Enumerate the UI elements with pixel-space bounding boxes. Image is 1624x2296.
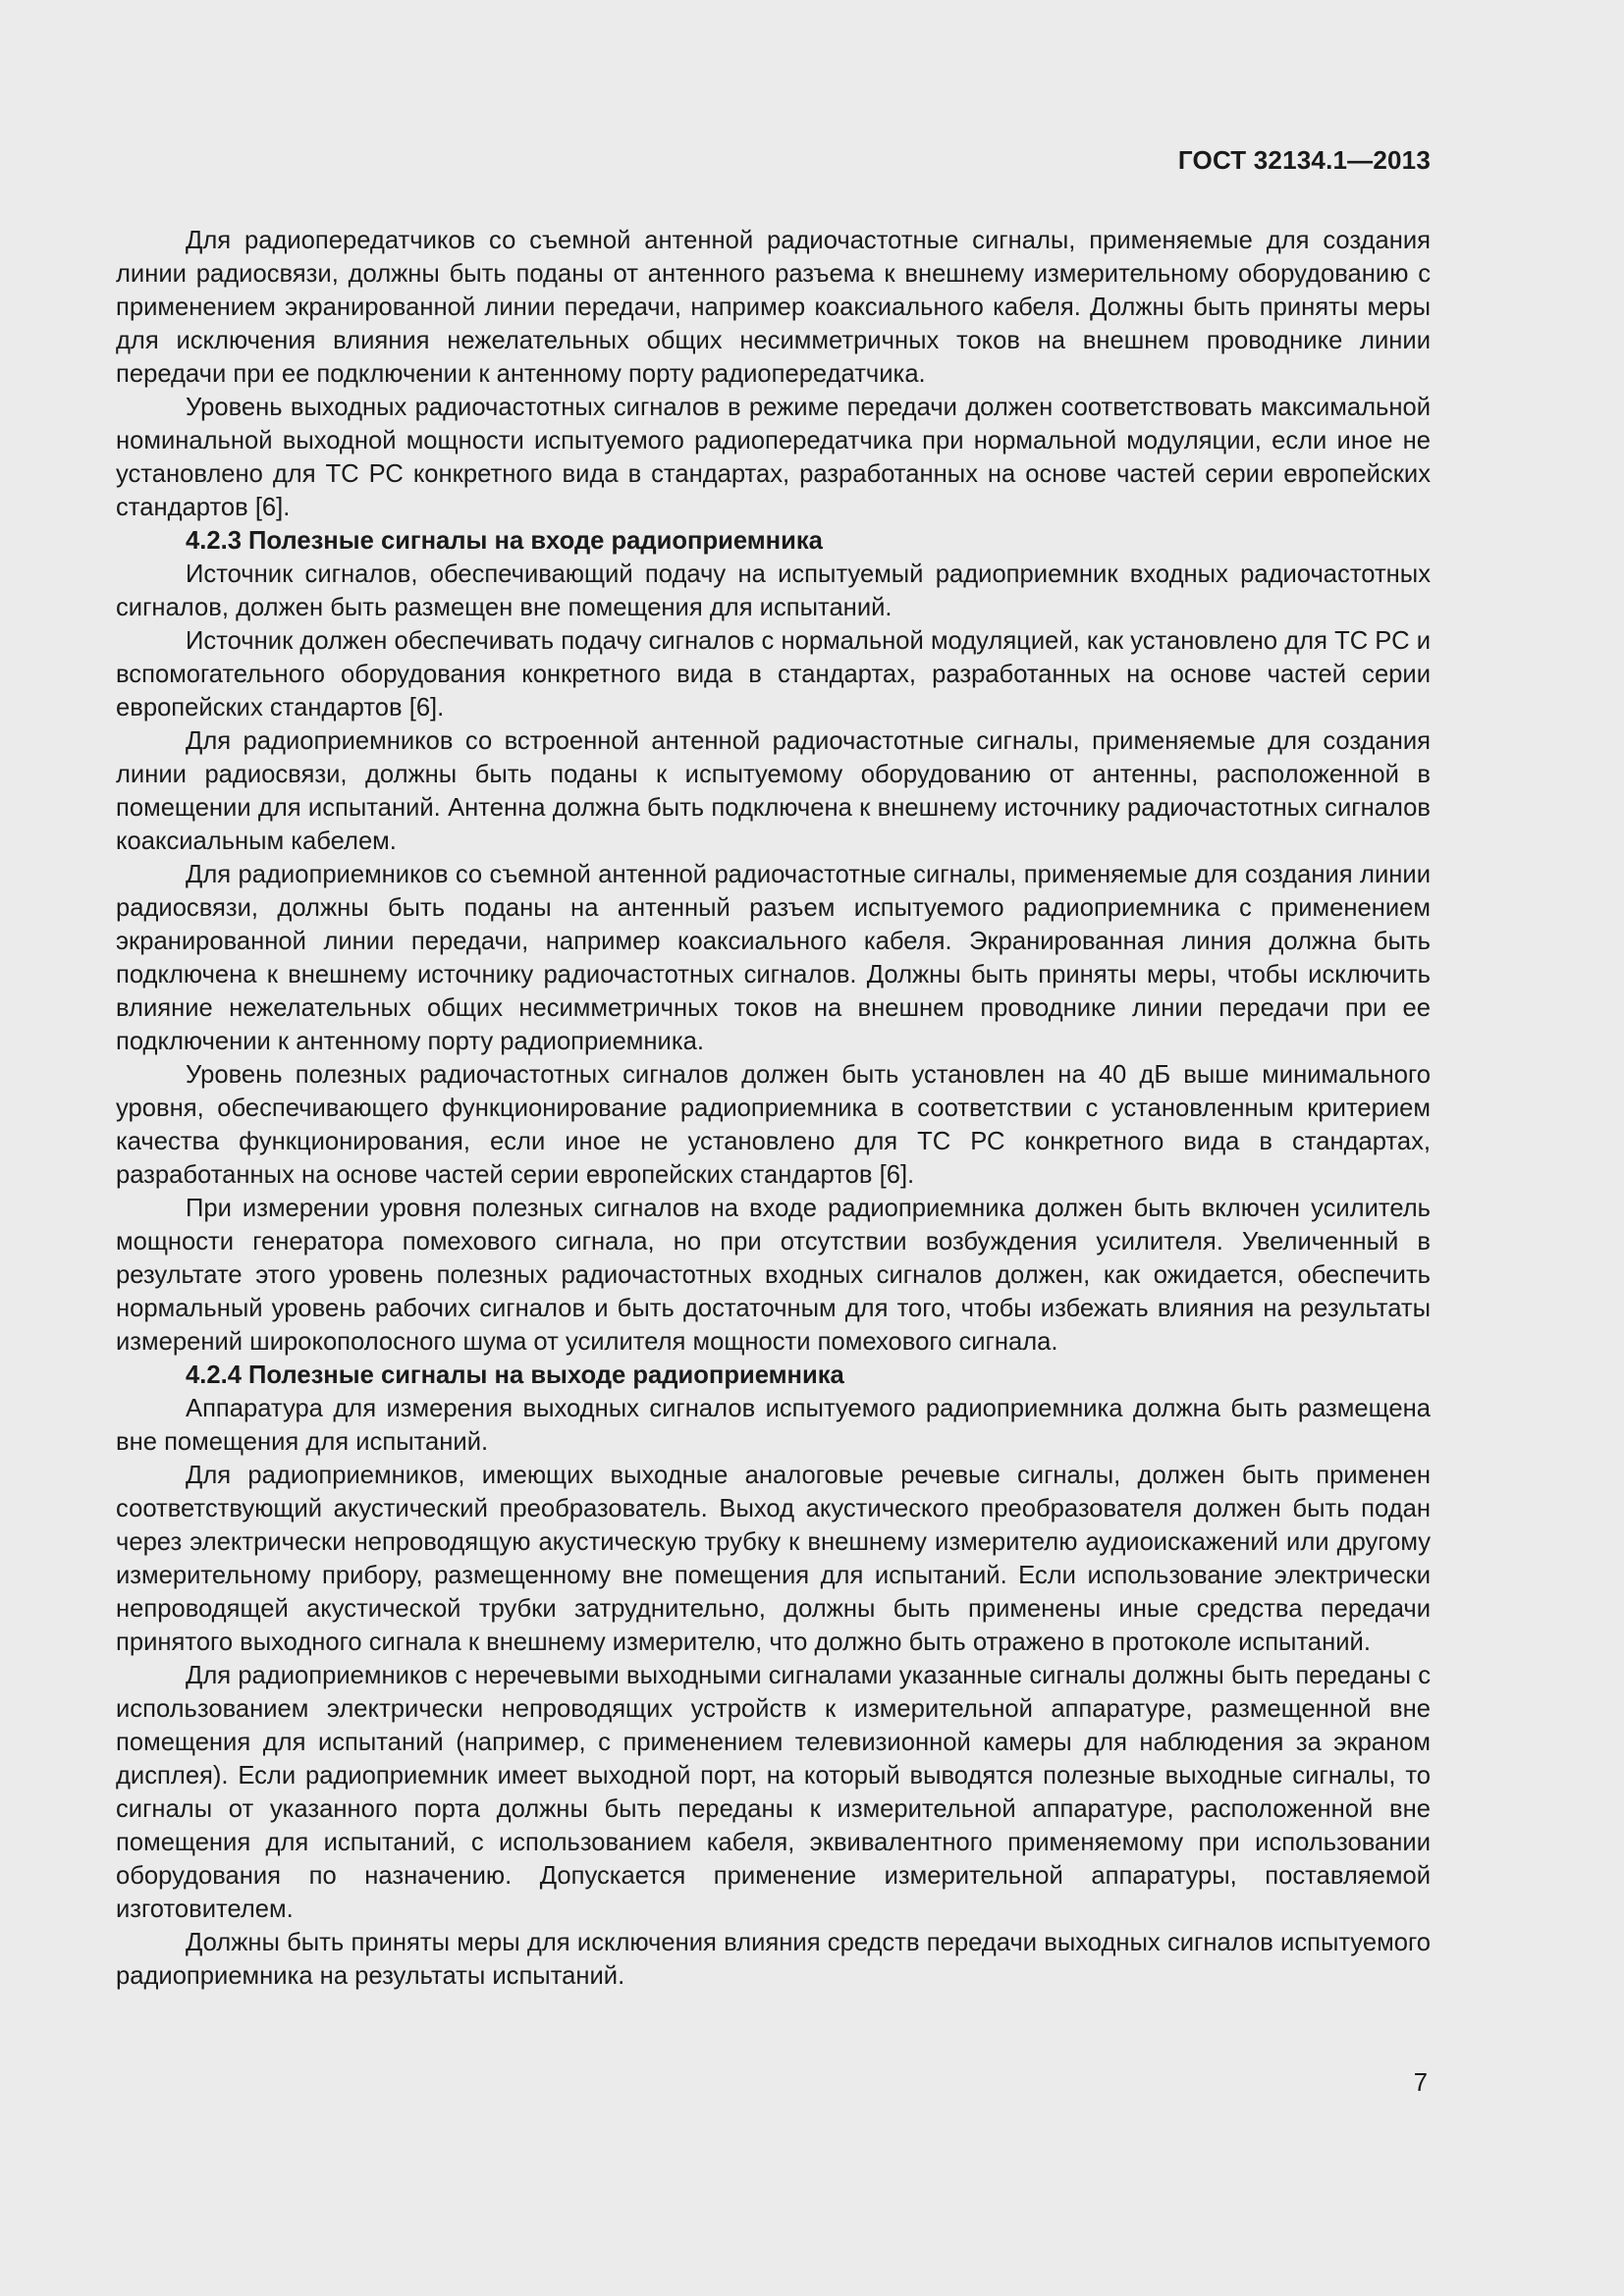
paragraph: Источник должен обеспечивать подачу сигналов с нормальной модуляцией, как установлено для ТС РС и вспомогательного оборудования конкретного вида в стандартах, разработанных на основе частей серии европейских стандартов [6]. [116, 627, 1431, 721]
paragraph: Источник сигналов, обеспечивающий подачу на испытуемый радиоприемник входных радиочастотных сигналов, должен быть размещен вне помещения для испытаний. [116, 561, 1431, 621]
paragraph: Уровень выходных радиочастотных сигналов в режиме передачи должен соответствовать максимальной номинальной выходной мощности испытуемого радиопередатчика при нормальной модуляции, если иное не установлено для ТС РС конкретного вида в стандартах, разработанных на основе частей серии европейских стандартов [6]. [116, 394, 1431, 521]
section-heading-4-2-4: 4.2.4 Полезные сигналы на выходе радиоприемника [186, 1362, 844, 1389]
section-heading-4-2-3: 4.2.3 Полезные сигналы на входе радиоприемника [186, 527, 823, 555]
paragraph: Должны быть приняты меры для исключения влияния средств передачи выходных сигналов испытуемого радиоприемника на результаты испытаний. [116, 1929, 1431, 1990]
paragraph: Для радиоприемников, имеющих выходные аналоговые речевые сигналы, должен быть применен соответствующий акустический преобразователь. Выход акустического преобразователя должен быть подан через электрически непроводящую акустическую трубку к внешнему измерителю аудиоискажений или другому измерительному прибору, размещенному вне помещения для испытаний. Если использование электрически непроводящей акустической трубки затруднительно, должны быть применены иные средства передачи принятого выходного сигнала к внешнему измерителю, что должно быть отражено в протоколе испытаний. [116, 1462, 1431, 1656]
paragraph: Для радиоприемников с неречевыми выходными сигналами указанные сигналы должны быть переданы с использованием электрически непроводящих устройств к измерительной аппаратуре, размещенной вне помещения для испытаний (например, с применением телевизионной камеры для наблюдения за экраном дисплея). Если радиоприемник имеет выходной порт, на который выводятся полезные выходные сигналы, то сигналы от указанного порта должны быть переданы к измерительной аппаратуре, расположенной вне помещения для испытаний, с использованием кабеля, эквивалентного применяемому при использовании оборудования по назначению. Допускается применение измерительной аппаратуры, поставляемой изготовителем. [116, 1662, 1431, 1923]
paragraph: Уровень полезных радиочастотных сигналов должен быть установлен на 40 дБ выше минимального уровня, обеспечивающего функционирование радиоприемника в соответствии с установленным критерием качества функционирования, если иное не установлено для ТС РС конкретного вида в стандартах, разработанных на основе частей серии европейских стандартов [6]. [116, 1061, 1431, 1189]
document-body [116, 224, 1431, 1993]
paragraph: Для радиопередатчиков со съемной антенной радиочастотные сигналы, применяемые для создания линии радиосвязи, должны быть поданы от антенного разъема к внешнему измерительному оборудованию с применением экранированной линии передачи, например коаксиального кабеля. Должны быть приняты меры для исключения влияния нежелательных общих несимметричных токов на внешнем проводнике линии передачи при ее подключении к антенному порту радиопередатчика. [116, 227, 1431, 388]
page-number: 7 [1413, 2069, 1428, 2097]
standard-header: ГОСТ 32134.1—2013 [1177, 145, 1431, 175]
paragraph: Для радиоприемников со съемной антенной радиочастотные сигналы, применяемые для создания линии радиосвязи, должны быть поданы на антенный разъем испытуемого радиоприемника с применением экранированной линии передачи, например коаксиального кабеля. Экранированная линия должна быть подключена к внешнему источнику радиочастотных сигналов. Должны быть приняты меры, чтобы исключить влияние нежелательных общих несимметричных токов на внешнем проводнике линии передачи при ее подключении к антенному порту радиоприемника. [116, 861, 1431, 1055]
paragraph: При измерении уровня полезных сигналов на входе радиоприемника должен быть включен усилитель мощности генератора помехового сигнала, но при отсутствии возбуждения усилителя. Увеличенный в результате этого уровень полезных радиочастотных входных сигналов должен, как ожидается, обеспечить нормальный уровень рабочих сигналов и быть достаточным для того, чтобы избежать влияния на результаты измерений широкополосного шума от усилителя мощности помехового сигнала. [116, 1195, 1431, 1356]
paragraph: Аппаратура для измерения выходных сигналов испытуемого радиоприемника должна быть размещена вне помещения для испытаний. [116, 1395, 1431, 1456]
paragraph: Для радиоприемников со встроенной антенной радиочастотные сигналы, применяемые для создания линии радиосвязи, должны быть поданы к испытуемому оборудованию от антенны, расположенной в помещении для испытаний. Антенна должна быть подключена к внешнему источнику радиочастотных сигналов коаксиальным кабелем. [116, 727, 1431, 855]
